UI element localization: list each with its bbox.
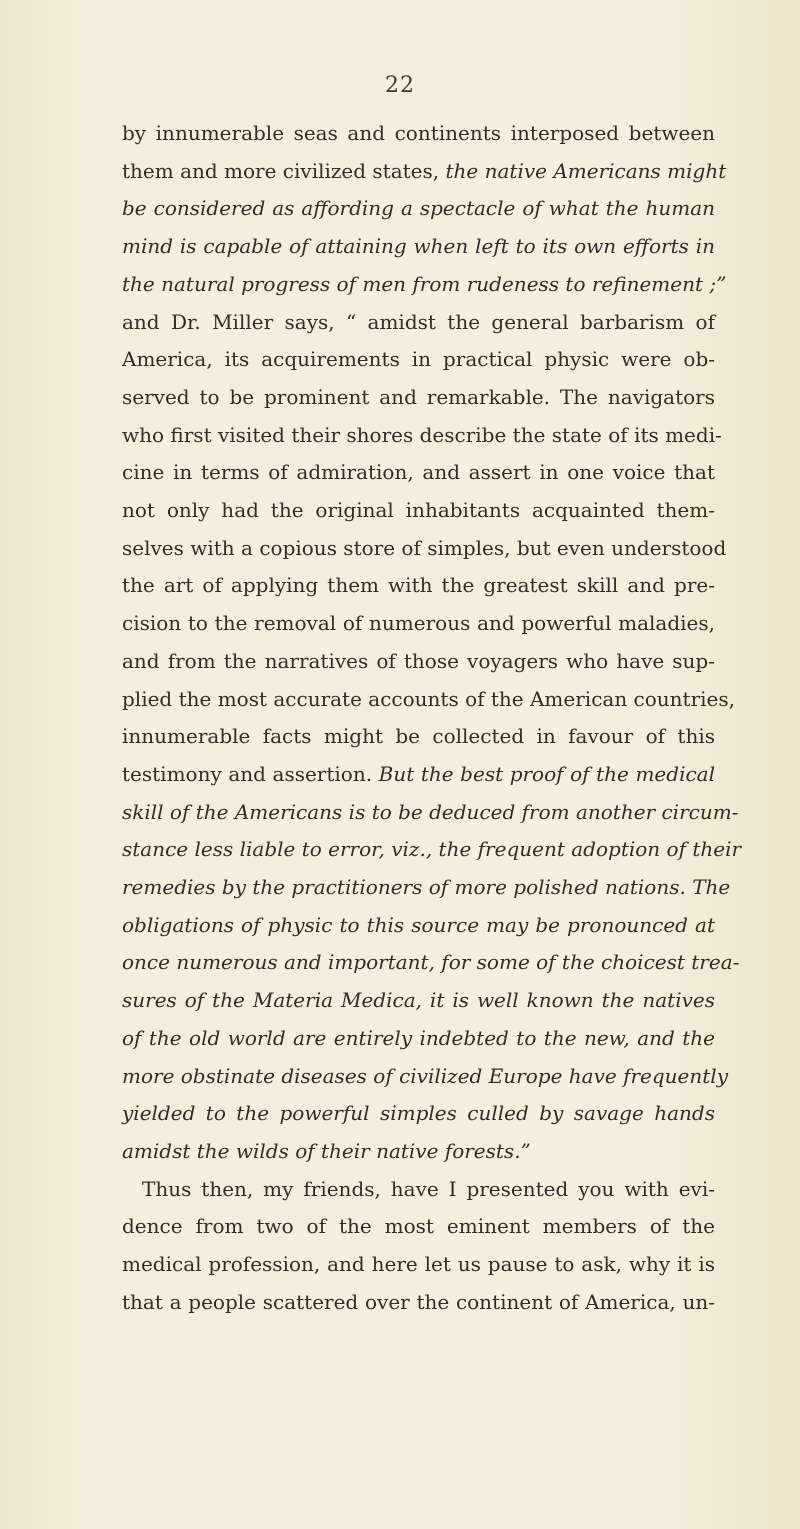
italic-fragment: remedies by the practitioners of more polished nations. The <box>122 875 731 900</box>
text-line: cision to the removal of numerous and powerful maladies, <box>122 611 715 636</box>
italic-fragment: mind is capable of attaining when left to its own efforts in <box>122 234 715 259</box>
italic-fragment: be considered as affording a spectacle of what the human <box>122 196 715 221</box>
text-line <box>122 1020 715 1058</box>
text-line: innumerable facts might be collected in favour of this <box>122 724 715 749</box>
text-line <box>122 907 715 945</box>
text-line: cine in terms of admiration, and assert in one voice that <box>122 460 715 485</box>
text-line <box>122 228 715 266</box>
text-line <box>122 831 742 869</box>
text-line: plied the most accurate accounts of the American countries, <box>122 686 736 711</box>
page-number: 22 <box>385 73 415 98</box>
text-line: and Dr. Miller says, “ amidst the general barbarism of <box>122 309 715 334</box>
text-line <box>122 794 739 832</box>
italic-fragment: yielded to the powerful simples culled by savage hands <box>122 1101 715 1126</box>
text-line: dence from two of the most eminent members of the <box>122 1214 715 1239</box>
text-fragment: them and more civilized states, <box>122 158 446 183</box>
text-line <box>122 869 731 907</box>
text-line <box>122 982 715 1020</box>
italic-fragment: obligations of physic to this source may be pronounced at <box>122 912 715 937</box>
italic-fragment: skill of the Americans is to be deduced from another circum- <box>122 799 739 824</box>
text-line: by innumerable seas and continents interposed between <box>122 121 715 145</box>
text-line <box>122 1095 715 1133</box>
italic-fragment: once numerous and important, for some of the choicest trea- <box>122 950 740 975</box>
text-line: not only had the original inhabitants acquainted them- <box>122 498 715 523</box>
text-line: medical profession, and here let us pause to ask, why it is <box>122 1252 715 1277</box>
text-line <box>122 1133 715 1171</box>
italic-fragment: stance less liable to error, viz., the frequent adoption of their <box>122 837 742 862</box>
italic-fragment: of the old world are entirely indebted to the new, and the <box>122 1025 715 1050</box>
text-line <box>122 153 727 191</box>
italic-fragment: sures of the Materia Medica, it is well known the natives <box>122 988 715 1013</box>
italic-fragment: amidst the wilds of their native forests.” <box>122 1138 531 1163</box>
italic-fragment: the native Americans might <box>445 158 727 183</box>
text-line <box>122 266 727 304</box>
text-line: served to be prominent and remarkable. The navigators <box>122 384 715 409</box>
text-line: that a people scattered over the continent of America, un- <box>122 1289 715 1314</box>
text-line: who first visited their shores describe the state of its medi- <box>122 422 722 447</box>
italic-fragment: But the best proof of the medical <box>378 761 715 786</box>
text-line: the art of applying them with the greatest skill and pre- <box>122 573 715 598</box>
body-text <box>122 115 742 1322</box>
text-line <box>122 944 740 982</box>
text-line <box>122 756 715 794</box>
text-line: Thus then, my friends, have I presented you with evi- <box>142 1176 715 1201</box>
text-line: America, its acquirements in practical physic were ob- <box>122 347 715 372</box>
text-line <box>122 1058 729 1096</box>
text-line: and from the narratives of those voyagers who have sup- <box>122 648 715 673</box>
text-line <box>122 190 715 228</box>
text-line: selves with a copious store of simples, but even understood <box>122 535 727 560</box>
italic-fragment: more obstinate diseases of civilized Europe have frequently <box>122 1063 729 1088</box>
text-fragment: testimony and assertion. <box>122 761 379 786</box>
italic-fragment: the natural progress of men from rudeness to refinement ;” <box>122 271 727 296</box>
